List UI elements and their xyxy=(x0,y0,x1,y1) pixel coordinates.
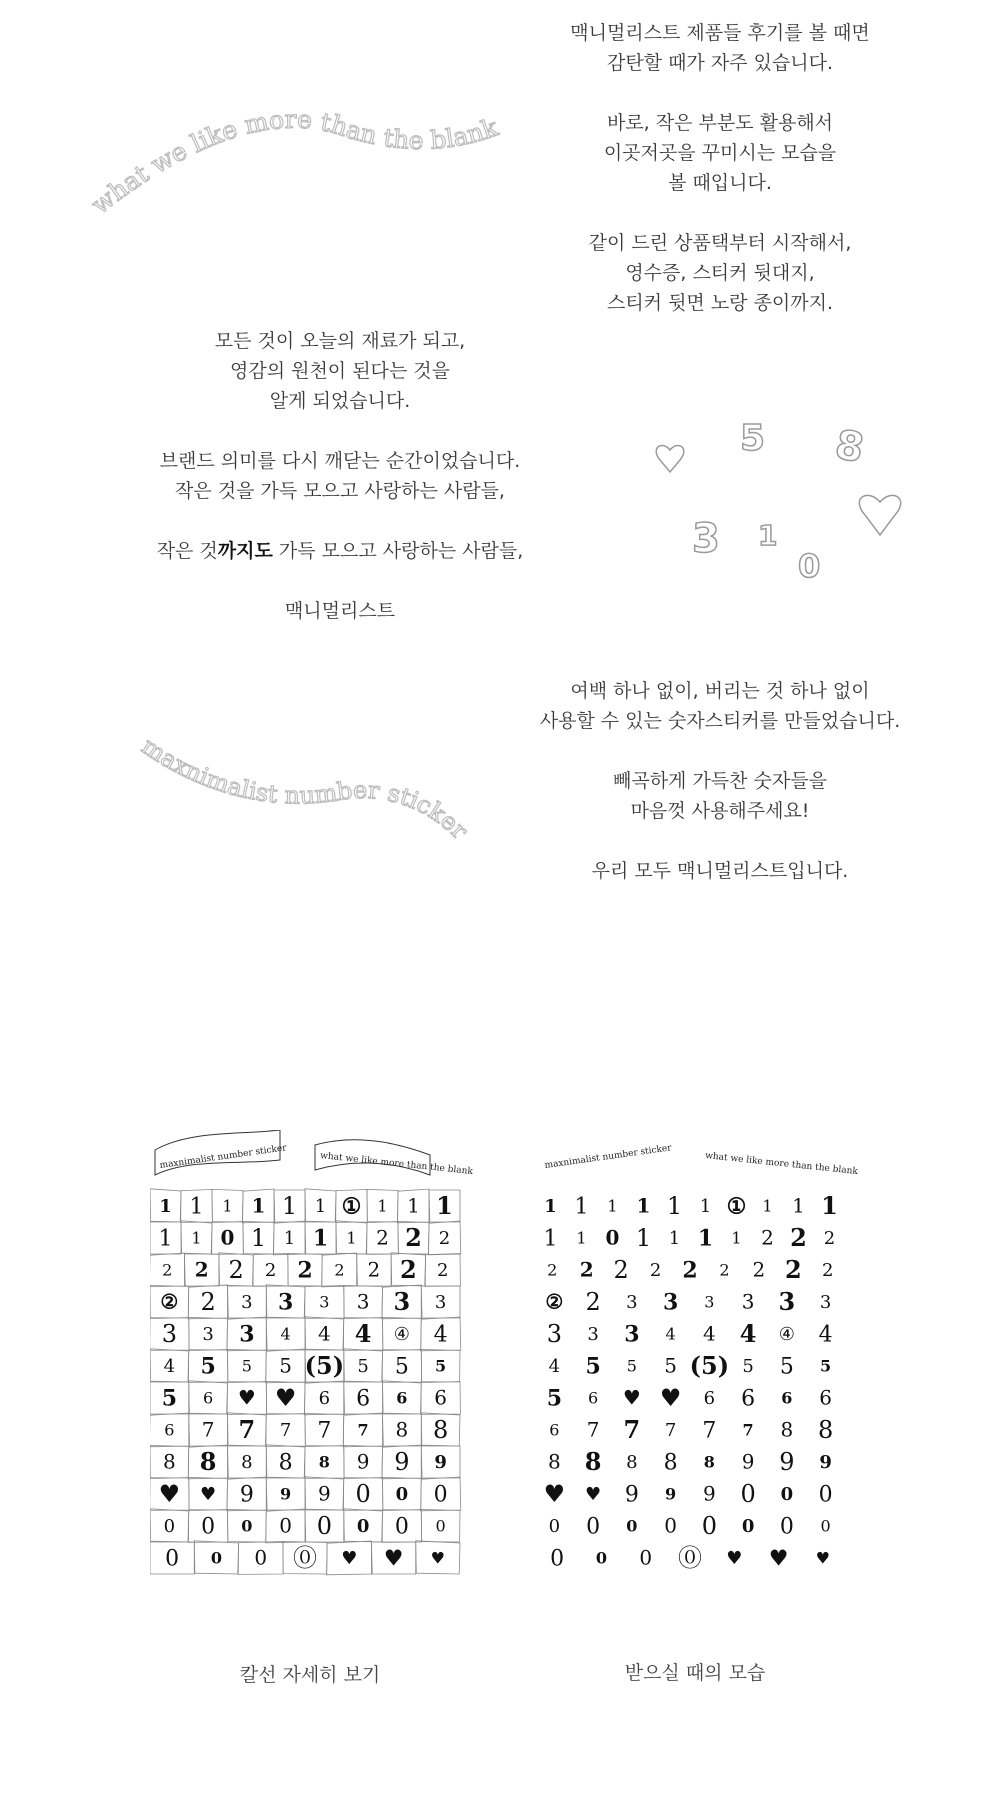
sticker-glyph: ⓪ xyxy=(678,1544,702,1572)
sticker-glyph: 5 xyxy=(585,1353,601,1380)
sticker-glyph: ① xyxy=(341,1193,362,1220)
sticker-glyph: 8 xyxy=(584,1447,602,1476)
intro-line xyxy=(520,198,920,228)
sticker-glyph: 3 xyxy=(624,1321,640,1348)
sticker-grid xyxy=(150,1189,461,1575)
sticker-glyph: 9 xyxy=(703,1481,716,1506)
product-line: 마음껏 사용해주세요! xyxy=(630,800,810,822)
product-line: 사용할 수 있는 숫자스티커를 만들었습니다. xyxy=(539,710,901,732)
sticker-glyph: 5 xyxy=(200,1353,216,1380)
sticker-glyph: 4 xyxy=(433,1322,448,1348)
sticker-glyph: 8 xyxy=(395,1417,409,1442)
sticker-glyph: 1 xyxy=(250,1224,267,1252)
sticker-glyph: 9 xyxy=(434,1452,447,1473)
sticker-glyph: 1 xyxy=(636,1193,651,1218)
sticker-glyph: 1 xyxy=(666,1192,683,1220)
sticker-glyph: 6 xyxy=(703,1388,716,1409)
brand-line: 작은 것을 가득 모으고 사랑하는 사람들, xyxy=(175,480,505,502)
sticker-glyph: 5 xyxy=(435,1356,447,1376)
outline-number-3: 3 xyxy=(692,516,720,562)
sticker-glyph: 5 xyxy=(742,1356,754,1377)
sheet-label-right: what we like more than the blank xyxy=(319,1151,474,1178)
sticker-glyph: ♥ xyxy=(659,1383,682,1412)
sticker-glyph: 3 xyxy=(319,1292,330,1312)
intro-line: 바로, 작은 부분도 활용해서 xyxy=(606,112,834,134)
sticker-glyph: 5 xyxy=(664,1353,677,1378)
outline-heart-small xyxy=(656,445,684,472)
sticker-glyph: 1 xyxy=(377,1196,388,1216)
sticker-glyph: 9 xyxy=(318,1481,331,1506)
sticker-glyph: 4 xyxy=(354,1319,372,1348)
sticker-glyph: 1 xyxy=(762,1196,773,1216)
sticker-glyph: 8 xyxy=(241,1452,253,1473)
sticker-glyph: 3 xyxy=(241,1292,253,1313)
sticker-glyph: 2 xyxy=(297,1257,313,1284)
sticker-glyph: 2 xyxy=(752,1257,766,1282)
sticker-glyph: 2 xyxy=(200,1288,216,1316)
sticker-glyph: 0 xyxy=(780,1484,794,1505)
sticker-glyph: ♥ xyxy=(274,1383,297,1412)
sticker-glyph: 1 xyxy=(697,1225,714,1252)
sticker-glyph: 3 xyxy=(161,1320,178,1348)
sticker-glyph: 0 xyxy=(163,1516,176,1537)
sticker-glyph: 0 xyxy=(201,1514,216,1540)
sticker-glyph: 2 xyxy=(822,1260,834,1281)
sticker-glyph: 4 xyxy=(665,1324,676,1344)
sticker-glyph: 0 xyxy=(550,1546,565,1572)
sticker-glyph: 3 xyxy=(626,1292,638,1313)
sticker-glyph: 9 xyxy=(665,1484,677,1504)
intro-line: 같이 드린 상품택부터 시작해서, xyxy=(588,232,852,254)
curved-tagline-text: what we like more than the blank xyxy=(85,104,502,220)
sticker-glyph: 8 xyxy=(663,1450,678,1476)
sticker-glyph: 1 xyxy=(251,1193,266,1218)
caption-cutline: 칼선 자세히 보기 xyxy=(239,1664,381,1686)
sticker-glyph: 0 xyxy=(740,1480,756,1508)
sticker-glyph: 0 xyxy=(241,1516,253,1536)
intro-line: 스티커 뒷면 노랑 종이까지. xyxy=(606,292,834,314)
sticker-glyph: 2 xyxy=(376,1225,389,1250)
intro-line: 맥니멀리스트 제품들 후기를 볼 때면 xyxy=(570,22,870,44)
sticker-glyph: 1 xyxy=(159,1196,172,1217)
sticker-glyph: 6 xyxy=(318,1388,331,1409)
sticker-glyph: ♥ xyxy=(158,1479,181,1508)
sticker-glyph: ♥ xyxy=(726,1548,743,1569)
curved-product-name-text: maxnimalist number sticker xyxy=(136,731,474,845)
sticker-glyph: 5 xyxy=(546,1385,563,1412)
sticker-glyph: 2 xyxy=(790,1223,807,1252)
sticker-glyph: 5 xyxy=(626,1356,637,1376)
sticker-glyph: 8 xyxy=(163,1449,176,1474)
sheet-labels xyxy=(155,1130,474,1177)
sticker-glyph: 0 xyxy=(548,1516,561,1537)
sticker-glyph: 3 xyxy=(202,1324,214,1345)
sticker-glyph: 5 xyxy=(779,1354,794,1380)
sticker-glyph: 1 xyxy=(407,1193,420,1218)
sticker-glyph: 2 xyxy=(613,1256,629,1284)
sticker-glyph: 1 xyxy=(283,1228,296,1249)
sticker-glyph: 7 xyxy=(742,1420,754,1440)
sticker-glyph: 1 xyxy=(543,1226,558,1252)
sticker-glyph: 0 xyxy=(701,1512,718,1540)
sheet-label-left: maxnimalist number sticker xyxy=(544,1143,673,1171)
sticker-glyph: 7 xyxy=(317,1418,332,1444)
sticker-glyph: ② xyxy=(545,1289,564,1314)
sticker-glyph: 8 xyxy=(318,1452,330,1472)
sticker-glyph: 0 xyxy=(820,1516,831,1536)
sticker-glyph: 8 xyxy=(626,1452,638,1473)
sticker-glyph: 4 xyxy=(548,1356,561,1377)
sticker-glyph: 1 xyxy=(574,1194,589,1220)
sticker-glyph: 0 xyxy=(220,1225,235,1250)
sticker-glyph: 7 xyxy=(279,1420,292,1441)
sticker-glyph: 1 xyxy=(635,1224,652,1252)
brand-line: 브랜드 의미를 다시 깨닫는 순간이었습니다. xyxy=(159,450,521,472)
sticker-glyph: 5 xyxy=(394,1354,409,1380)
sticker-glyph: 2 xyxy=(228,1256,244,1284)
sticker-glyph: 8 xyxy=(780,1417,794,1442)
sticker-glyph: 8 xyxy=(548,1449,561,1474)
sticker-glyph: 6 xyxy=(434,1385,447,1410)
intro-line xyxy=(520,78,920,108)
sticker-glyph: 1 xyxy=(312,1225,329,1252)
sticker-glyph: 2 xyxy=(547,1260,558,1280)
sticker-glyph: 2 xyxy=(367,1257,381,1282)
sticker-glyph: 0 xyxy=(741,1516,755,1537)
sticker-glyph: 3 xyxy=(546,1320,563,1348)
sticker-glyph: 0 xyxy=(394,1514,409,1540)
sticker-grid xyxy=(544,1191,838,1572)
sheet-label-right: what we like more than the blank xyxy=(704,1151,859,1178)
sticker-glyph: 8 xyxy=(432,1416,449,1444)
sticker-glyph: 0 xyxy=(356,1516,370,1537)
brand-line xyxy=(130,416,550,446)
sheet-labels xyxy=(544,1143,859,1177)
product-line: 우리 모두 맥니멀리스트입니다. xyxy=(591,860,849,882)
product-line: 빼곡하게 가득찬 숫자들을 xyxy=(613,770,827,792)
outline-number-8: 8 xyxy=(831,421,868,472)
sticker-glyph: 6 xyxy=(203,1388,214,1408)
sticker-glyph: 2 xyxy=(334,1260,345,1280)
brand-line-prefix: 작은 것 xyxy=(156,540,218,562)
sticker-glyph: 6 xyxy=(396,1388,408,1408)
sticker-glyph: 0 xyxy=(435,1516,446,1536)
sticker-sheet-delivered xyxy=(535,1130,865,1630)
brand-line: 모든 것이 오늘의 재료가 되고, xyxy=(214,330,466,352)
sticker-glyph: 0 xyxy=(664,1513,677,1538)
sticker-glyph: 1 xyxy=(158,1226,173,1252)
product-line xyxy=(520,736,920,766)
sticker-glyph: 4 xyxy=(818,1322,833,1348)
sticker-glyph: ♥ xyxy=(341,1548,358,1569)
sticker-glyph: ④ xyxy=(393,1324,410,1345)
sticker-glyph: 4 xyxy=(703,1321,716,1346)
intro-line: 볼 때입니다. xyxy=(668,172,772,194)
sticker-glyph: 0 xyxy=(605,1225,620,1250)
sticker-glyph: 4 xyxy=(163,1356,176,1377)
sticker-glyph: 0 xyxy=(210,1548,222,1568)
svg-text:maxnimalist number sticker xyxy=(137,732,474,845)
sticker-glyph: 2 xyxy=(162,1260,173,1280)
sticker-glyph: ♥ xyxy=(383,1546,404,1572)
sticker-glyph: 9 xyxy=(624,1482,639,1508)
sticker-glyph: 1 xyxy=(699,1196,712,1217)
sticker-glyph: 9 xyxy=(239,1482,254,1508)
sticker-glyph: 2 xyxy=(437,1260,449,1281)
sticker-glyph: 9 xyxy=(394,1448,410,1476)
sticker-glyph: 8 xyxy=(199,1447,217,1476)
product-line xyxy=(520,826,920,856)
sticker-glyph: 1 xyxy=(436,1191,453,1220)
sticker-glyph: 1 xyxy=(281,1192,298,1220)
sticker-glyph: ② xyxy=(160,1289,179,1314)
intro-line: 이곳저곳을 꾸미시는 모습을 xyxy=(603,142,837,164)
sticker-glyph: ① xyxy=(726,1193,747,1220)
outline-number-0: 0 xyxy=(798,547,821,585)
intro-paragraph xyxy=(520,18,920,318)
svg-text:what we like more than the bla xyxy=(86,105,502,220)
sticker-glyph: 5 xyxy=(357,1356,369,1377)
outline-number-1: 1 xyxy=(758,519,778,552)
sticker-glyph: 7 xyxy=(357,1420,369,1440)
sticker-glyph: 9 xyxy=(741,1449,755,1474)
sticker-glyph: ♥ xyxy=(768,1546,789,1572)
sticker-glyph: ♥ xyxy=(200,1484,217,1505)
sticker-glyph: 3 xyxy=(587,1324,599,1345)
sticker-glyph: 0 xyxy=(586,1514,601,1540)
sticker-glyph: ♥ xyxy=(430,1548,446,1568)
sticker-glyph: 0 xyxy=(639,1545,653,1570)
sticker-glyph: ♥ xyxy=(543,1479,566,1508)
sticker-glyph: 9 xyxy=(819,1452,832,1473)
sticker-glyph: 0 xyxy=(433,1482,448,1508)
sticker-glyph: 2 xyxy=(399,1255,417,1284)
sticker-glyph: 8 xyxy=(703,1452,715,1472)
sticker-glyph: ④ xyxy=(778,1324,795,1345)
sticker-glyph: 0 xyxy=(395,1484,409,1505)
curved-tagline xyxy=(80,95,540,235)
sticker-glyph: 5 xyxy=(820,1356,832,1376)
sticker-glyph: 1 xyxy=(821,1191,838,1220)
outline-numbers-decoration xyxy=(640,410,940,590)
sticker-glyph: 2 xyxy=(719,1260,730,1280)
sheet-label-left: maxnimalist number sticker xyxy=(159,1143,288,1171)
intro-line: 감탄할 때가 자주 있습니다. xyxy=(606,52,834,74)
sticker-glyph: 4 xyxy=(739,1319,757,1348)
brand-line-suffix: 가득 모으고 사랑하는 사람들, xyxy=(272,540,524,562)
sticker-glyph: 6 xyxy=(549,1420,560,1440)
sticker-glyph: 2 xyxy=(579,1257,594,1282)
sticker-glyph: 1 xyxy=(544,1196,557,1217)
sticker-glyph: 2 xyxy=(585,1288,601,1316)
sticker-glyph: ♥ xyxy=(622,1385,641,1410)
sticker-glyph: 6 xyxy=(781,1388,793,1408)
sticker-glyph: 0 xyxy=(626,1516,638,1536)
sticker-glyph: 0 xyxy=(316,1512,333,1540)
brand-line: 알게 되었습니다. xyxy=(269,390,411,412)
sticker-glyph: 1 xyxy=(314,1196,327,1217)
sticker-glyph: 2 xyxy=(682,1257,698,1284)
sticker-glyph: 6 xyxy=(588,1388,599,1408)
sticker-glyph: 1 xyxy=(792,1193,805,1218)
sticker-sheet-cutline xyxy=(150,1130,480,1630)
sticker-glyph: ♥ xyxy=(237,1385,256,1410)
sticker-glyph: ♥ xyxy=(815,1548,831,1568)
sticker-glyph: ⓪ xyxy=(293,1544,317,1572)
sticker-glyph: 7 xyxy=(664,1420,677,1441)
sticker-glyph: 2 xyxy=(264,1260,277,1281)
brand-paragraph xyxy=(130,296,550,656)
sticker-glyph: 8 xyxy=(278,1450,293,1476)
product-paragraph xyxy=(520,676,920,886)
sticker-glyph: 4 xyxy=(280,1324,291,1344)
sticker-glyph: ♥ xyxy=(585,1484,602,1505)
sticker-glyph: 4 xyxy=(318,1321,331,1346)
sticker-glyph: 1 xyxy=(607,1196,618,1216)
sticker-glyph: 5 xyxy=(241,1356,252,1376)
sticker-glyph: 0 xyxy=(279,1513,292,1538)
outline-heart-large xyxy=(859,495,900,535)
sticker-glyph: 2 xyxy=(438,1228,451,1249)
sticker-glyph: 6 xyxy=(819,1385,832,1410)
sticker-glyph: 9 xyxy=(280,1484,292,1504)
sticker-glyph: 1 xyxy=(731,1228,742,1248)
sticker-glyph: 7 xyxy=(238,1415,256,1444)
sticker-glyph: 0 xyxy=(355,1480,371,1508)
sticker-glyph: 2 xyxy=(405,1223,422,1252)
sticker-glyph: 3 xyxy=(741,1289,755,1314)
sticker-glyph: 3 xyxy=(356,1289,370,1314)
sticker-glyph: 5 xyxy=(279,1353,292,1378)
sticker-glyph: 3 xyxy=(704,1292,715,1312)
sticker-glyph: 1 xyxy=(222,1196,233,1216)
sticker-glyph: 0 xyxy=(779,1514,794,1540)
sticker-glyph: 3 xyxy=(393,1287,411,1316)
sticker-glyph: 7 xyxy=(201,1417,215,1442)
sticker-glyph: 6 xyxy=(741,1386,756,1412)
sticker-glyph: 0 xyxy=(254,1545,268,1570)
sticker-glyph: 3 xyxy=(277,1289,294,1316)
sticker-glyph: (5) xyxy=(689,1351,730,1380)
sticker-glyph: 0 xyxy=(595,1548,607,1568)
sticker-glyph: 8 xyxy=(817,1416,834,1444)
brand-line-bold: 까지도 xyxy=(217,540,273,562)
caption-delivered: 받으실 때의 모습 xyxy=(624,1662,766,1684)
sticker-glyph: 6 xyxy=(164,1420,175,1440)
sticker-glyph: 2 xyxy=(784,1255,802,1284)
product-line: 여백 하나 없이, 버리는 것 하나 없이 xyxy=(570,680,870,702)
sticker-glyph: 2 xyxy=(823,1228,836,1249)
brand-line: 영감의 원천이 된다는 것을 xyxy=(229,360,450,382)
sticker-glyph: 1 xyxy=(189,1194,204,1220)
sticker-glyph: 5 xyxy=(161,1385,178,1412)
intro-line: 영수증, 스티커 뒷대지, xyxy=(625,262,815,284)
sticker-glyph: 1 xyxy=(668,1228,681,1249)
sticker-glyph: 6 xyxy=(356,1386,371,1412)
outline-number-5: 5 xyxy=(740,418,766,459)
brand-signature: 맥니멀리스트 xyxy=(284,600,396,622)
sticker-glyph: 7 xyxy=(623,1415,641,1444)
sticker-glyph: 2 xyxy=(649,1260,662,1281)
sticker-glyph: 7 xyxy=(586,1417,600,1442)
sticker-glyph: 3 xyxy=(434,1292,447,1313)
sticker-glyph: 3 xyxy=(662,1289,679,1316)
sticker-glyph: 0 xyxy=(818,1482,833,1508)
sticker-glyph: 3 xyxy=(819,1292,832,1313)
sticker-glyph: 7 xyxy=(702,1418,717,1444)
sticker-glyph: 1 xyxy=(576,1228,587,1248)
sticker-glyph: 2 xyxy=(194,1257,209,1282)
sticker-glyph: (5) xyxy=(304,1351,345,1380)
sticker-glyph: 2 xyxy=(761,1225,774,1250)
sticker-glyph: 1 xyxy=(191,1228,202,1248)
sticker-glyph: 9 xyxy=(779,1448,795,1476)
sticker-glyph: 1 xyxy=(346,1228,357,1248)
curved-product-name xyxy=(120,730,500,890)
sticker-glyph: 3 xyxy=(239,1321,255,1348)
sticker-glyph: 9 xyxy=(356,1449,370,1474)
sticker-glyph: 3 xyxy=(778,1287,796,1316)
sticker-glyph: 0 xyxy=(165,1546,180,1572)
